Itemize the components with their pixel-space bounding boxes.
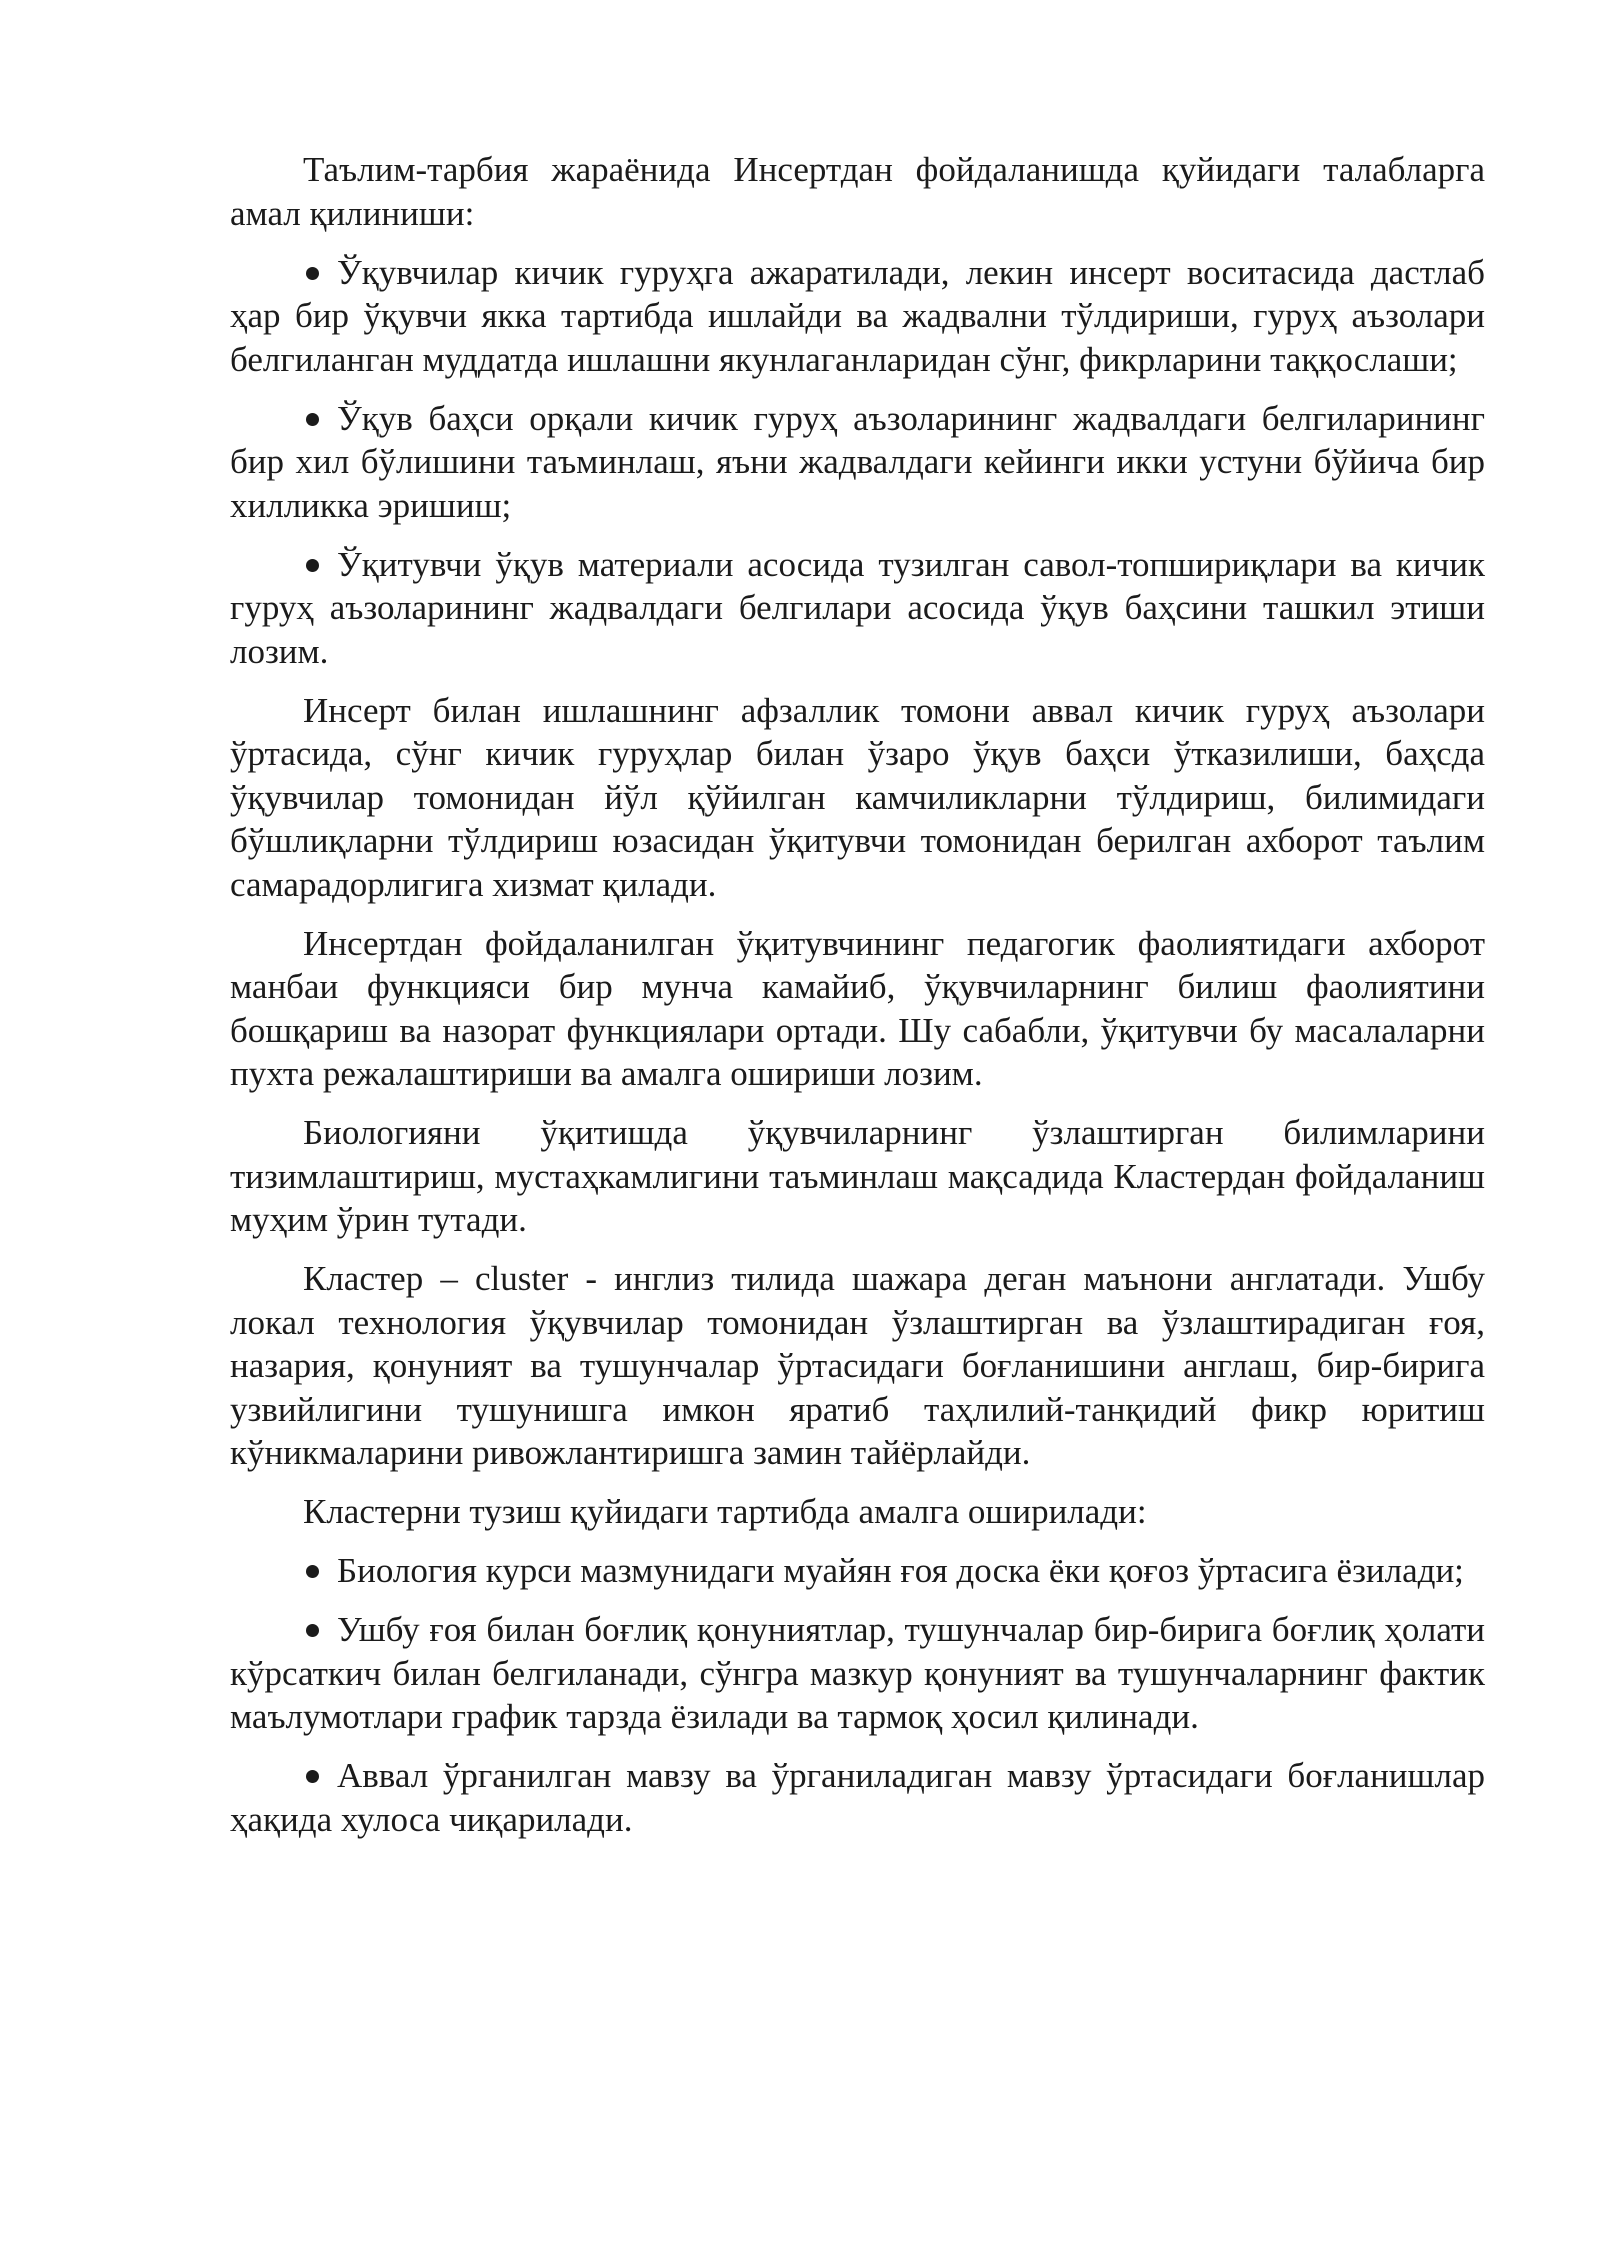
paragraph-insert-advantage: Инсерт билан ишлашнинг афзаллик томони аввал кичик гуруҳ аъзолари ўртасида, сўнг кичик гуруҳлар билан ўзаро ўқув баҳси ўтказилиши, баҳсда ўқувчилар томонидан йўл қўйилган камчиликларни тўлдириш, билимидаги бўшлиқларни тўлдириш юзасидан ўқитувчи томонидан берилган ахборот таълим самарадорлигига хизмат қилади.	[230, 690, 1485, 904]
bullet-item-connections	[230, 1608, 1485, 1739]
bullet-item-teacher	[230, 543, 1485, 674]
bullet-item-conclusion	[230, 1754, 1485, 1841]
paragraph-cluster-steps-intro: Кластерни тузиш қуйидаги тартибда амалга оширилади:	[303, 1492, 1147, 1531]
paragraph-intro-insert: Таълим-тарбия жараёнида Инсертдан фойдаланишда қуйидаги талабларга амал қилиниши:	[230, 150, 1485, 233]
paragraph-cluster-definition: Кластер – cluster - инглиз тилида шажара деган маънони англатади. Ушбу локал технология ўқувчилар томонидан ўзлаштирган ва ўзлаштирадиган ғоя, назария, қонуният ва тушунчалар ўртасидаги боғланишини англаш, бир-бирига узвийлигини тушунишга имкон яратиб таҳлилий-танқидий фикр юритиш кўникмаларини ривожлантиришга замин тайёрлайди.	[230, 1259, 1485, 1472]
bullet-item-debate	[230, 397, 1485, 528]
bullet-item-idea-center	[230, 1549, 1485, 1593]
bullet-text: Биология курси мазмунидаги муайян ғоя доска ёки қоғоз ўртасига ёзилади;	[337, 1551, 1464, 1590]
bullet-text: Ўқувчилар кичик гуруҳга ажаратилади, лекин инсерт воситасида дастлаб ҳар бир ўқувчи якка тартибда ишлайди ва жадвални тўлдириши, гуруҳ аъзолари белгиланган муддатда ишлашни якунлаганларидан сўнг, фикрларини таққослаши;	[230, 252, 1485, 379]
paragraph-biology-cluster: Биологияни ўқитишда ўқувчиларнинг ўзлаштирган билимларини тизимлаштириш, мустаҳкамлигини таъминлаш мақсадида Кластердан фойдаланиш муҳим ўрин тутади.	[230, 1113, 1485, 1239]
document-page	[230, 148, 1485, 1857]
bullet-text: Ушбу ғоя билан боғлиқ қонуниятлар, тушунчалар бир-бирига боғлиқ ҳолати кўрсаткич билан белгиланади, сўнгра мазкур қонуният ва тушунчаларнинг фактик маълумотлари график тарзда ёзилади ва тармоқ ҳосил қилинади.	[230, 1610, 1485, 1736]
bullet-item-groups	[230, 251, 1485, 382]
bullet-text: Ўқитувчи ўқув материали асосида тузилган савол-топшириқлари ва кичик гуруҳ аъзоларининг жадвалдаги белгилари асосида ўқув баҳсини ташкил этиши лозим.	[230, 544, 1485, 671]
bullet-text: Аввал ўрганилган мавзу ва ўрганиладиган мавзу ўртасидаги боғланишлар ҳақида хулоса чиқарилади.	[230, 1756, 1485, 1839]
paragraph-insert-teacher-role: Инсертдан фойдаланилган ўқитувчининг педагогик фаолиятидаги ахборот манбаи функцияси бир мунча камайиб, ўқувчиларнинг билиш фаолиятини бошқариш ва назорат функциялари ортади. Шу сабабли, ўқитувчи бу масалаларни пухта режалаштириши ва амалга ошириши лозим.	[230, 923, 1485, 1093]
bullet-text: Ўқув баҳси орқали кичик гуруҳ аъзоларининг жадвалдаги белгиларининг бир хил бўлишини таъминлаш, яъни жадвалдаги кейинги икки устуни бўйича бир хилликка эришиш;	[230, 398, 1485, 525]
